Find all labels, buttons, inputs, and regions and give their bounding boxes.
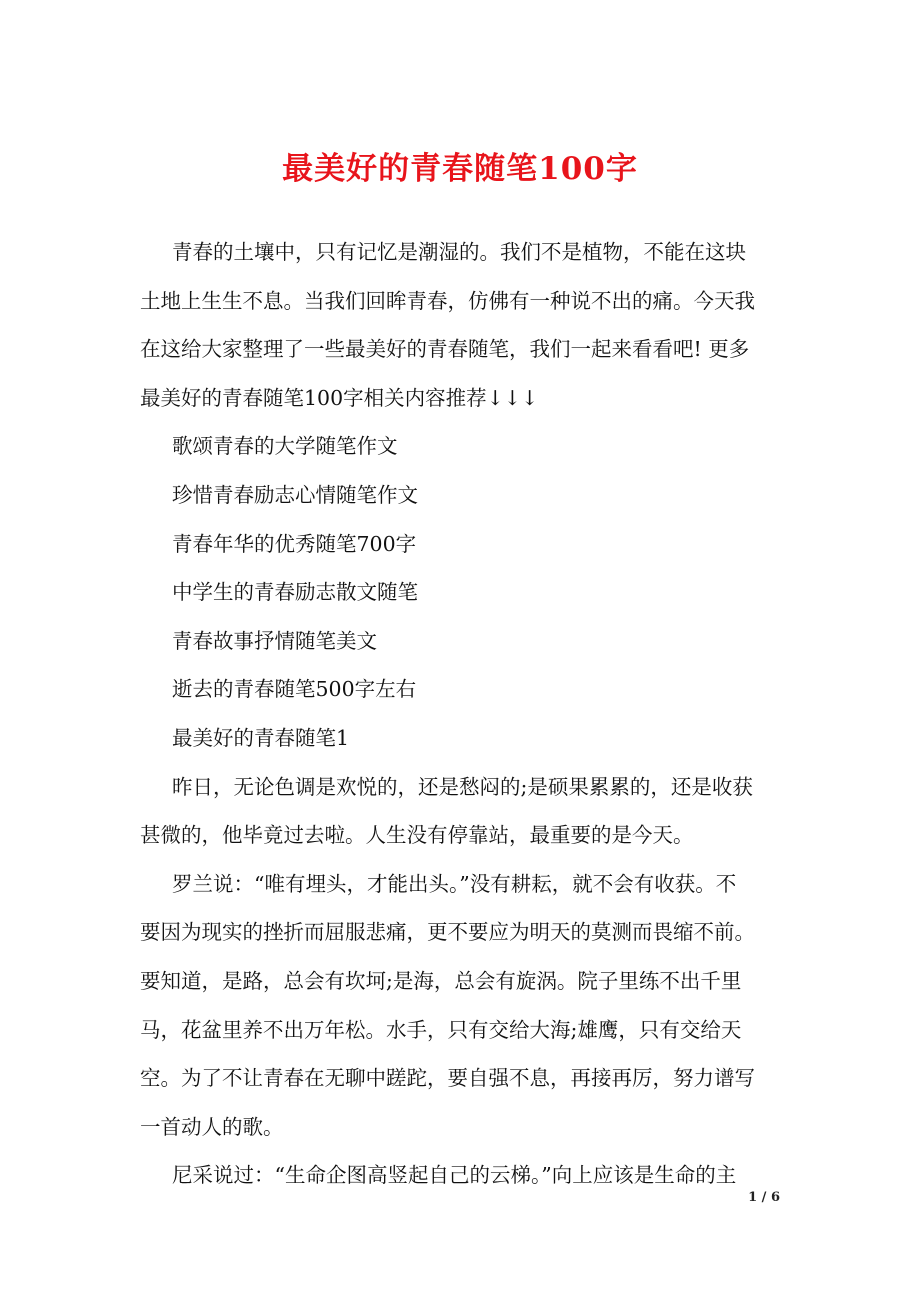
recommended-link[interactable]: 青春年华的优秀随笔700字: [172, 531, 417, 556]
document-title: 最美好的青春随笔100字: [282, 151, 638, 187]
paragraph-line: 最美好的青春随笔100字相关内容推荐↓↓↓: [140, 385, 539, 410]
paragraph-line: 空。为了不让青春在无聊中蹉跎，要自强不息，再接再厉，努力谱写: [140, 1066, 755, 1091]
paragraph-line: 马，花盆里养不出万年松。水手，只有交给大海;雄鹰，只有交给天: [140, 1017, 742, 1042]
page-number: 1 / 6: [748, 1190, 780, 1205]
paragraph-line: 尼采说过：“生命企图高竖起自己的云梯。”向上应该是生命的主: [172, 1163, 737, 1188]
paragraph-line: 甚微的，他毕竟过去啦。人生没有停靠站，最重要的是今天。: [140, 823, 694, 848]
recommended-link[interactable]: 歌颂青春的大学随笔作文: [172, 434, 398, 459]
recommended-link[interactable]: 青春故事抒情随笔美文: [172, 628, 377, 653]
section-heading: 最美好的青春随笔1: [172, 725, 350, 750]
paragraph-line: 一首动人的歌。: [140, 1114, 284, 1139]
paragraph-line: 昨日，无论色调是欢悦的，还是愁闷的;是硕果累累的，还是收获: [172, 774, 753, 799]
paragraph-line: 罗兰说：“唯有埋头，才能出头。”没有耕耘，就不会有收获。不: [172, 871, 737, 896]
paragraph-line: 要因为现实的挫折而屈服悲痛，更不要应为明天的莫测而畏缩不前。: [140, 920, 755, 945]
recommended-link[interactable]: 逝去的青春随笔500字左右: [172, 677, 417, 702]
paragraph-line: 要知道，是路，总会有坎坷;是海，总会有旋涡。院子里练不出千里: [140, 968, 742, 993]
paragraph-line: 土地上生生不息。当我们回眸青春，仿佛有一种说不出的痛。今天我: [140, 288, 755, 313]
recommended-link[interactable]: 中学生的青春励志散文随笔: [172, 580, 418, 605]
paragraph-line: 青春的土壤中，只有记忆是潮湿的。我们不是植物，不能在这块: [172, 240, 746, 264]
document-body: [140, 228, 800, 1200]
paragraph-line: 在这给大家整理了一些最美好的青春随笔，我们一起来看看吧! 更多: [140, 337, 750, 362]
recommended-link[interactable]: 珍惜青春励志心情随笔作文: [172, 482, 418, 507]
